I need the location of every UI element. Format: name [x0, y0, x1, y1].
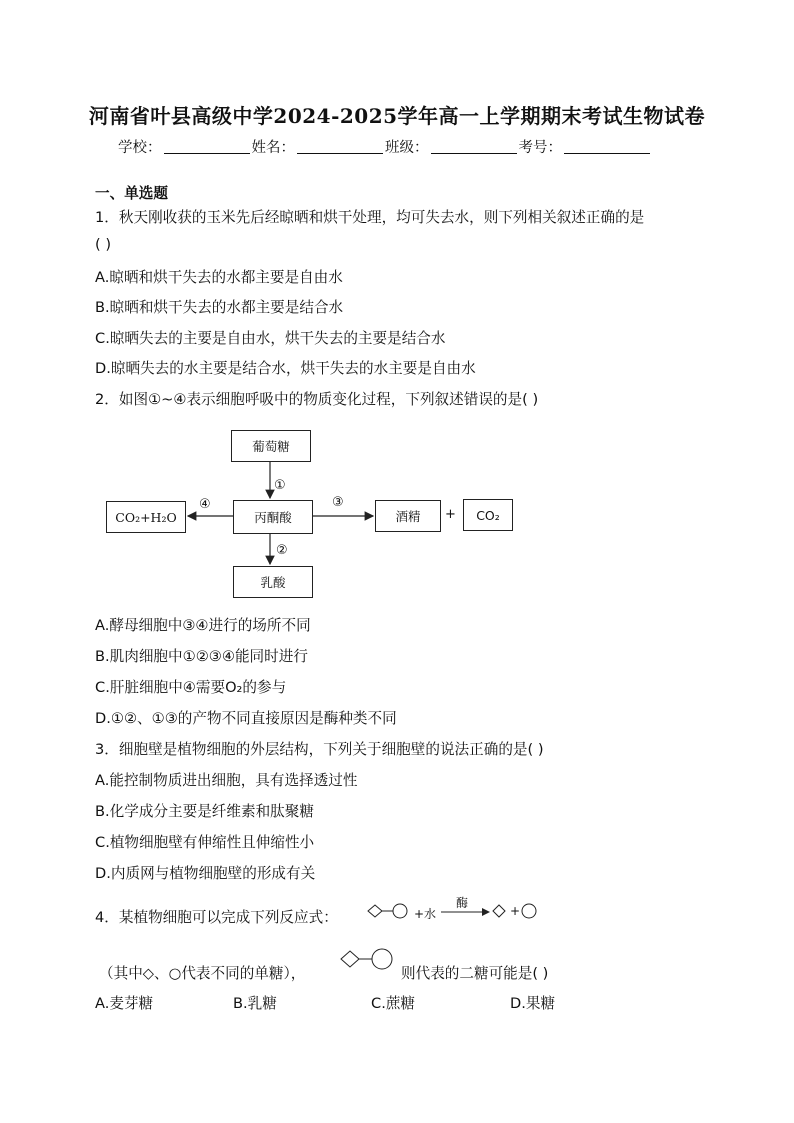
- plus-sign: +: [445, 507, 456, 522]
- q1-stem: 1．秋天刚收获的玉米先后经晾晒和烘干处理，均可失去水，则下列相关叙述正确的是: [95, 209, 645, 226]
- number-label: 考号：: [518, 140, 562, 156]
- diamond-icon: [493, 905, 505, 917]
- q3-option-d: D.内质网与植物细胞壁的形成有关: [95, 865, 316, 882]
- q4-line2-post: 则代表的二糖可能是( ): [401, 965, 549, 982]
- q4-option-d: D.果糖: [510, 995, 556, 1012]
- q4-option-b: B.乳糖: [233, 995, 277, 1012]
- alcohol-box: 酒精: [375, 500, 441, 532]
- school-label: 学校：: [118, 140, 162, 156]
- circle-icon: [522, 904, 536, 918]
- q3-option-b: B.化学成分主要是纤维素和肽聚糖: [95, 803, 314, 820]
- q1-option-d: D.晾晒失去的水主要是结合水，烘干失去的水主要是自由水: [95, 360, 476, 377]
- q2-option-b: B.肌肉细胞中①②③④能同时进行: [95, 648, 308, 665]
- co2-box: CO₂: [463, 499, 513, 531]
- pyruvate-box: 丙酮酸: [233, 500, 313, 534]
- co2-h2o-box: CO₂+H₂O: [106, 501, 186, 533]
- q3-stem: 3．细胞壁是植物细胞的外层结构，下列关于细胞壁的说法正确的是( ): [95, 741, 544, 758]
- q4-option-a: A.麦芽糖: [95, 995, 154, 1012]
- diamond-icon: [341, 951, 359, 967]
- diamond-icon: [368, 905, 382, 917]
- circle-icon: [393, 904, 407, 918]
- lactic-acid-box: 乳酸: [233, 566, 313, 598]
- label-4: ④: [199, 497, 211, 512]
- glucose-box: 葡萄糖: [231, 430, 311, 462]
- page-title: 河南省叶县高级中学2024-2025学年高一上学期期末考试生物试卷: [88, 104, 706, 128]
- enzyme-text: 酶: [456, 896, 469, 910]
- q3-option-a: A.能控制物质进出细胞，具有选择透过性: [95, 772, 358, 789]
- q1-option-c: C.晾晒失去的主要是自由水，烘干失去的主要是结合水: [95, 330, 446, 347]
- q2-option-d: D.①②、①③的产物不同直接原因是酶种类不同: [95, 710, 397, 727]
- circle-icon: [372, 949, 392, 969]
- class-label: 班级：: [385, 140, 429, 156]
- plus-text: +: [510, 904, 521, 918]
- q4-option-c: C.蔗糖: [371, 995, 416, 1012]
- section-heading: 一、单选题: [95, 185, 168, 202]
- label-1: ①: [274, 478, 286, 493]
- q2-option-a: A.酵母细胞中③④进行的场所不同: [95, 617, 311, 634]
- label-3: ③: [332, 495, 344, 510]
- name-label: 姓名：: [251, 140, 295, 156]
- q1-paren: ( ): [95, 236, 112, 253]
- q1-option-a: A.晾晒和烘干失去的水都主要是自由水: [95, 269, 343, 286]
- q3-option-c: C.植物细胞壁有伸缩性且伸缩性小: [95, 834, 315, 851]
- q2-option-c: C.肝脏细胞中④需要O₂的参与: [95, 679, 287, 696]
- q2-stem: 2．如图①~④表示细胞呼吸中的物质变化过程，下列叙述错误的是( ): [95, 391, 539, 408]
- label-2: ②: [276, 543, 288, 558]
- q4-stem: 4．某植物细胞可以完成下列反应式：: [95, 909, 338, 926]
- water-text: +水: [414, 907, 437, 921]
- q4-line2-pre: （其中◇、○代表不同的单糖），: [99, 965, 306, 982]
- q1-option-b: B.晾晒和烘干失去的水都主要是结合水: [95, 299, 344, 316]
